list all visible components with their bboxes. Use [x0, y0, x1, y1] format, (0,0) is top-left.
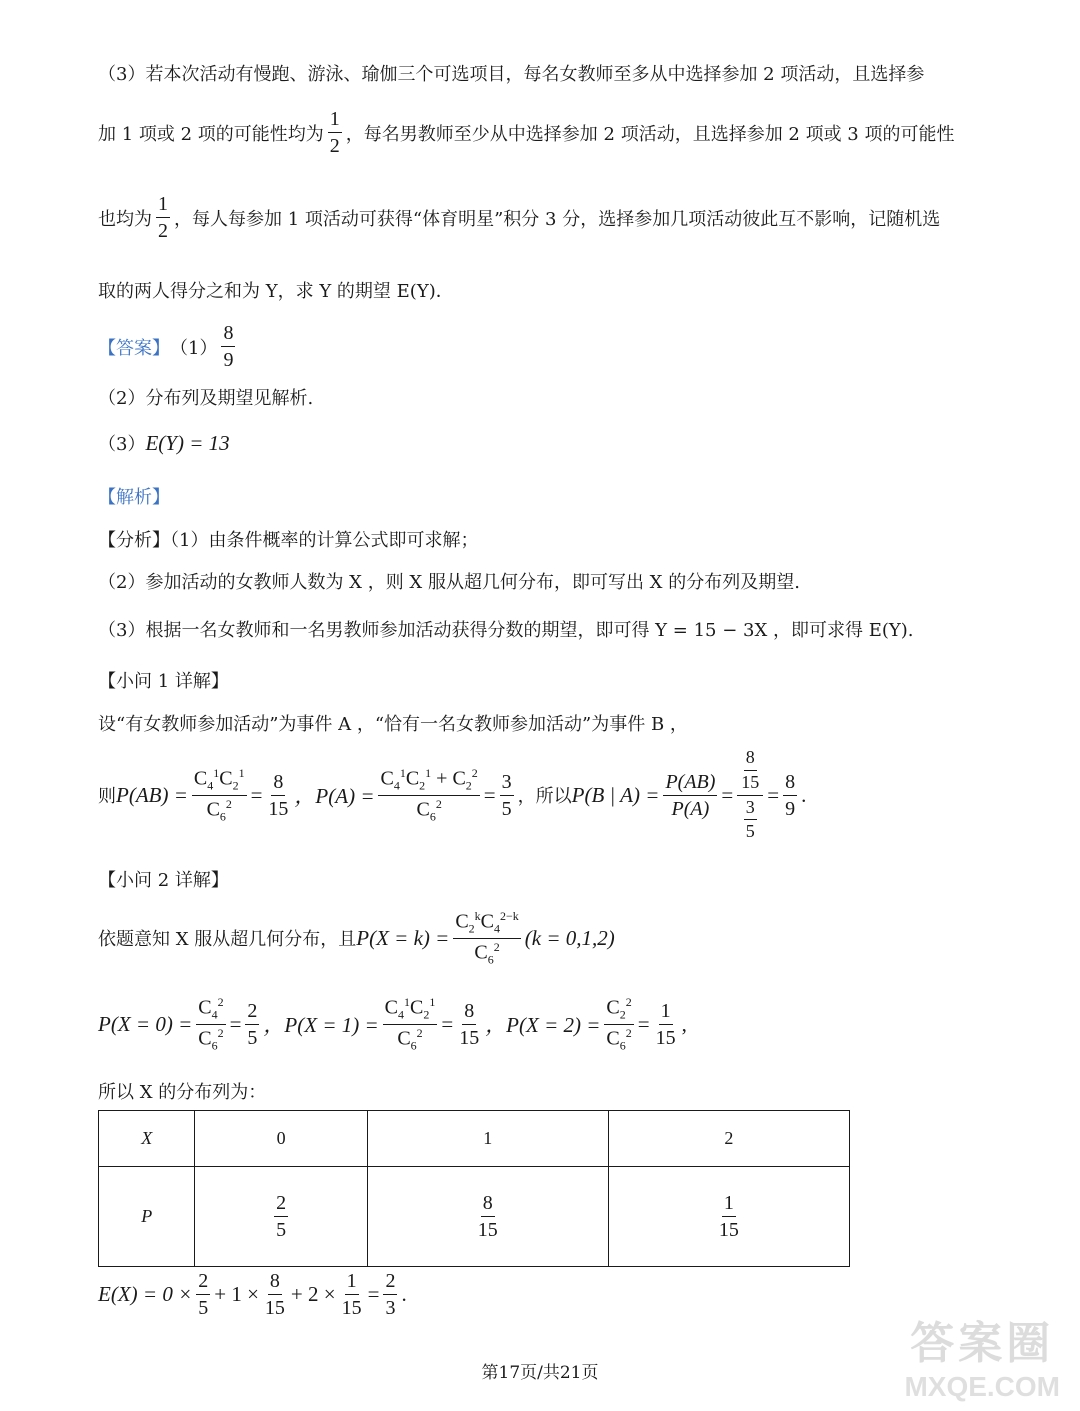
- problem-line-3: 也均为 $\frac{1}{2}$ ，每人每参加 1 项活动可获得“体育明星”积分 3 分，选择参加几项活动彼此互不影响，记随机选: [98, 193, 941, 242]
- answer-1: 【答案】 （1） $\frac{8}{9}$: [98, 322, 234, 371]
- q1-heading: 【小问 1 详解】: [98, 671, 229, 692]
- problem-line-2: 加 1 项或 2 项的可能性均为 $\frac{1}{2}$ ，每名男教师至少从中选择参加 2 项活动，且选择参加 2 项或 3 项的可能性: [98, 108, 955, 157]
- analysis-label: 【解析】: [98, 487, 170, 508]
- fraction-half: $\frac{1}{2}$: [329, 108, 340, 157]
- q1-equation: 则 P(AB) = $\frac{C_4^1C_2^1}{C_6^2}$ = $\frac{8}{15}$ ，P(A) = $\frac{C_4^1C_2^1 + C_2^2}{C_6^2}$ = $\frac{3}{5}$ ，所以 P(B | A) = $\frac{P(AB)}{P(A)}$ = $\frac{\frac{8}{15}}{\frac{3}{5}}$ = $\frac{8}{9}$ .: [98, 747, 807, 842]
- q2-heading: 【小问 2 详解】: [98, 870, 229, 891]
- page-footer: 第17页/共21页: [481, 1363, 599, 1383]
- fraction-half: $\frac{1}{2}$: [158, 193, 168, 242]
- analysis-fx1: 【分析】（1）由条件概率的计算公式即可求解；: [98, 530, 479, 551]
- expectation-x: E(X) = 0 × $\frac{2}{5}$ + 1 × $\frac{8}{15}$ + 2 × $\frac{1}{15}$ = $\frac{2}{3}$ .: [98, 1270, 407, 1319]
- analysis-fx3: （3）根据一名女教师和一名男教师参加活动获得分数的期望，即可得 Y = 15 − 3X ，即可求得 E(Y).: [98, 620, 914, 641]
- answer-fraction: $\frac{8}{9}$: [223, 322, 234, 371]
- watermark-logo: 答案圈 MXQE.COM: [904, 1318, 1060, 1402]
- answer-label: 【答案】: [98, 337, 170, 359]
- problem-line-1: （3）若本次活动有慢跑、游泳、瑜伽三个可选项目，每名女教师至多从中选择参加 2 项活动，且选择参: [98, 64, 925, 85]
- q2-probabilities: P(X = 0) = $\frac{C_4^2}{C_6^2}$ = $\frac{2}{5}$ ，P(X = 1) = $\frac{C_4^1C_2^1}{C_6^2}$ = $\frac{8}{15}$ ，P(X = 2) = $\frac{C_2^2}{C_6^2}$ = $\frac{1}{15}$ ,: [98, 995, 687, 1053]
- q1-text: 设“有女教师参加活动”为事件 A ，“恰有一名女教师参加活动”为事件 B ，: [98, 714, 688, 735]
- analysis-fx2: （2）参加活动的女教师人数为 X ，则 X 服从超几何分布，即可写出 X 的分布列及期望.: [98, 572, 800, 593]
- problem-line-4: 取的两人得分之和为 Y，求 Y 的期望 E(Y)．: [98, 281, 454, 302]
- table-row: P $\frac{2}{5}$ $\frac{8}{15}$ $\frac{1}{15}$: [99, 1167, 850, 1267]
- distribution-table: [98, 1110, 850, 1267]
- q2-formula: 依题意知 X 服从超几何分布，且 P(X = k) = $\frac{C_2^kC_4^{2-k}}{C_6^2}$ (k = 0,1,2): [98, 909, 615, 967]
- dist-intro: 所以 X 的分布列为：: [98, 1082, 267, 1103]
- answer-3: （3） E(Y) = 13: [98, 430, 230, 455]
- answer-2: （2）分布列及期望见解析.: [98, 388, 314, 409]
- table-row: X 0 1 2: [99, 1111, 850, 1167]
